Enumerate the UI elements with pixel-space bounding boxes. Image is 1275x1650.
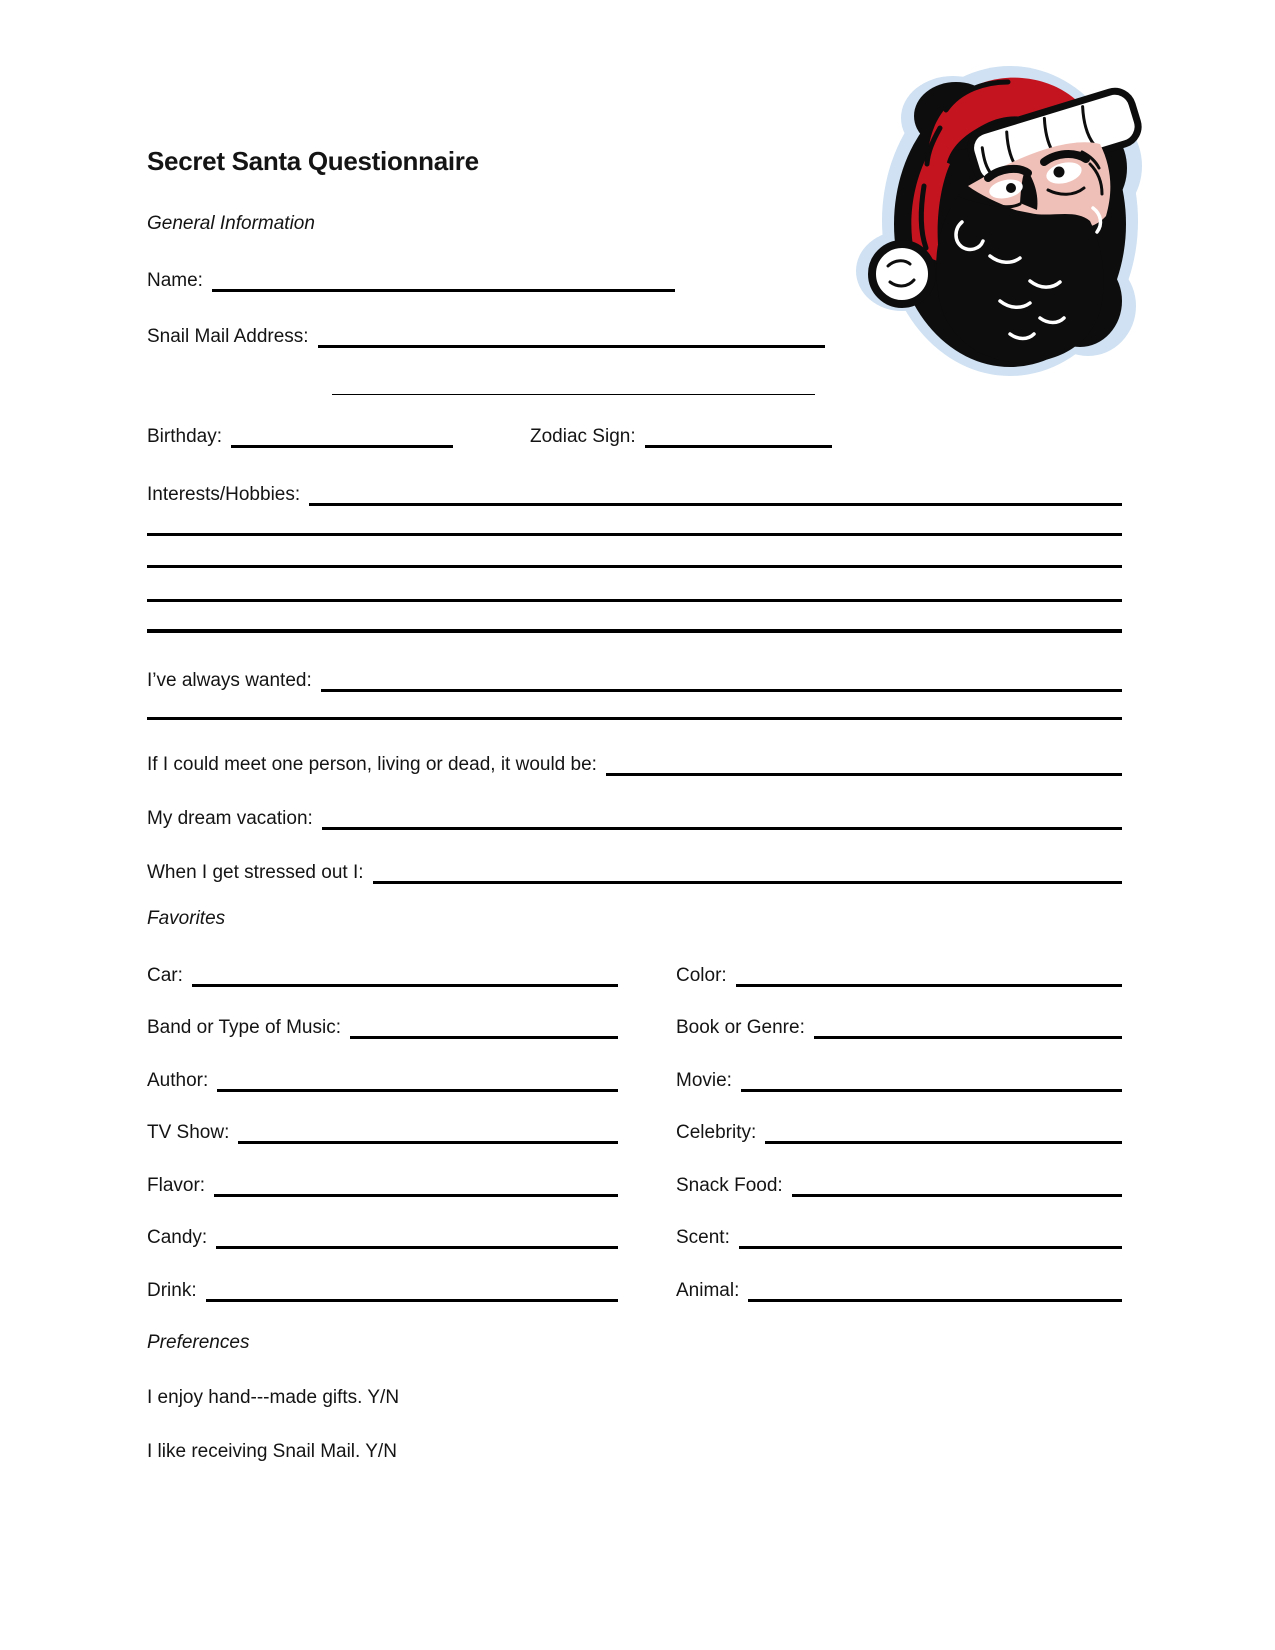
favorite-band-or-type-of-music-input-line[interactable] [350, 1015, 618, 1039]
favorite-scent-input-line[interactable] [739, 1225, 1122, 1249]
favorite-color-input-line[interactable] [736, 963, 1122, 987]
snail-mail-address-input-line-2[interactable] [332, 394, 815, 395]
favorite-snack-food-row [676, 1173, 1122, 1197]
page-title: Secret Santa Questionnaire [147, 146, 479, 176]
stressed-out-label: When I get stressed out I: [147, 862, 364, 883]
favorite-snack-food-input-line[interactable] [792, 1173, 1122, 1197]
section-heading-general-information: General Information [147, 213, 315, 234]
favorite-flavor-input-line[interactable] [214, 1173, 618, 1197]
always-wanted-extra-line[interactable] [147, 717, 1122, 720]
favorite-animal-row [676, 1278, 1122, 1302]
meet-person-input-line[interactable] [606, 752, 1122, 776]
name-row [147, 268, 675, 292]
favorite-author-input-line[interactable] [217, 1068, 618, 1092]
favorite-scent-row [676, 1225, 1122, 1249]
interests-extra-line-2[interactable] [147, 565, 1122, 568]
favorite-flavor-row [147, 1173, 618, 1197]
dream-vacation-input-line[interactable] [322, 806, 1122, 830]
favorite-scent-label: Scent: [676, 1227, 730, 1248]
favorite-flavor-label: Flavor: [147, 1175, 206, 1196]
preference-snail-mail: I like receiving Snail Mail. Y/N [147, 1441, 397, 1462]
dream-vacation-label: My dream vacation: [147, 808, 313, 829]
name-input-line[interactable] [212, 268, 675, 292]
birthday-input-line[interactable] [231, 424, 453, 448]
zodiac-sign-row [530, 424, 832, 448]
favorite-animal-input-line[interactable] [748, 1278, 1122, 1302]
favorite-movie-label: Movie: [676, 1070, 732, 1091]
favorite-candy-row [147, 1225, 618, 1249]
favorite-celebrity-row [676, 1120, 1122, 1144]
favorite-celebrity-input-line[interactable] [765, 1120, 1122, 1144]
favorite-drink-row [147, 1278, 618, 1302]
zodiac-sign-label: Zodiac Sign: [530, 426, 636, 447]
zodiac-sign-input-line[interactable] [645, 424, 832, 448]
stressed-out-row [147, 860, 1122, 884]
favorite-author-label: Author: [147, 1070, 209, 1091]
stressed-out-input-line[interactable] [373, 860, 1123, 884]
favorite-book-or-genre-input-line[interactable] [814, 1015, 1122, 1039]
name-label: Name: [147, 270, 203, 291]
favorite-tv-show-input-line[interactable] [238, 1120, 618, 1144]
favorite-movie-input-line[interactable] [741, 1068, 1122, 1092]
favorite-movie-row [676, 1068, 1122, 1092]
favorite-celebrity-label: Celebrity: [676, 1122, 757, 1143]
birthday-label: Birthday: [147, 426, 222, 447]
preference-handmade-gifts: I enjoy hand---made gifts. Y/N [147, 1387, 400, 1408]
always-wanted-label: I’ve always wanted: [147, 670, 312, 691]
snail-mail-address-input-line[interactable] [318, 324, 825, 348]
favorite-color-row [676, 963, 1122, 987]
meet-person-label: If I could meet one person, living or dead, it would be: [147, 754, 597, 775]
interests-extra-line-3[interactable] [147, 599, 1122, 602]
favorite-car-row [147, 963, 618, 987]
favorite-animal-label: Animal: [676, 1280, 740, 1301]
favorite-snack-food-label: Snack Food: [676, 1175, 783, 1196]
favorite-car-label: Car: [147, 965, 183, 986]
meet-person-row [147, 752, 1122, 776]
favorite-book-or-genre-label: Book or Genre: [676, 1017, 805, 1038]
section-heading-favorites: Favorites [147, 908, 226, 929]
favorite-drink-label: Drink: [147, 1280, 197, 1301]
favorite-candy-input-line[interactable] [216, 1225, 618, 1249]
snail-mail-address-row [147, 324, 825, 348]
favorite-band-or-type-of-music-row [147, 1015, 618, 1039]
section-heading-preferences: Preferences [147, 1332, 250, 1353]
interests-hobbies-row [147, 482, 1122, 506]
always-wanted-input-line[interactable] [321, 668, 1122, 692]
favorite-color-label: Color: [676, 965, 727, 986]
favorite-tv-show-label: TV Show: [147, 1122, 230, 1143]
birthday-row [147, 424, 453, 448]
always-wanted-row [147, 668, 1122, 692]
favorite-candy-label: Candy: [147, 1227, 208, 1248]
interests-hobbies-label: Interests/Hobbies: [147, 484, 301, 505]
interests-extra-line-4[interactable] [147, 629, 1122, 633]
favorite-car-input-line[interactable] [192, 963, 618, 987]
interests-extra-line-1[interactable] [147, 533, 1122, 536]
favorite-book-or-genre-row [676, 1015, 1122, 1039]
santa-claus-illustration [850, 56, 1142, 382]
favorite-band-or-type-of-music-label: Band or Type of Music: [147, 1017, 341, 1038]
dream-vacation-row [147, 806, 1122, 830]
interests-hobbies-input-line[interactable] [309, 482, 1122, 506]
favorite-tv-show-row [147, 1120, 618, 1144]
favorite-author-row [147, 1068, 618, 1092]
snail-mail-address-label: Snail Mail Address: [147, 326, 309, 347]
favorite-drink-input-line[interactable] [206, 1278, 618, 1302]
